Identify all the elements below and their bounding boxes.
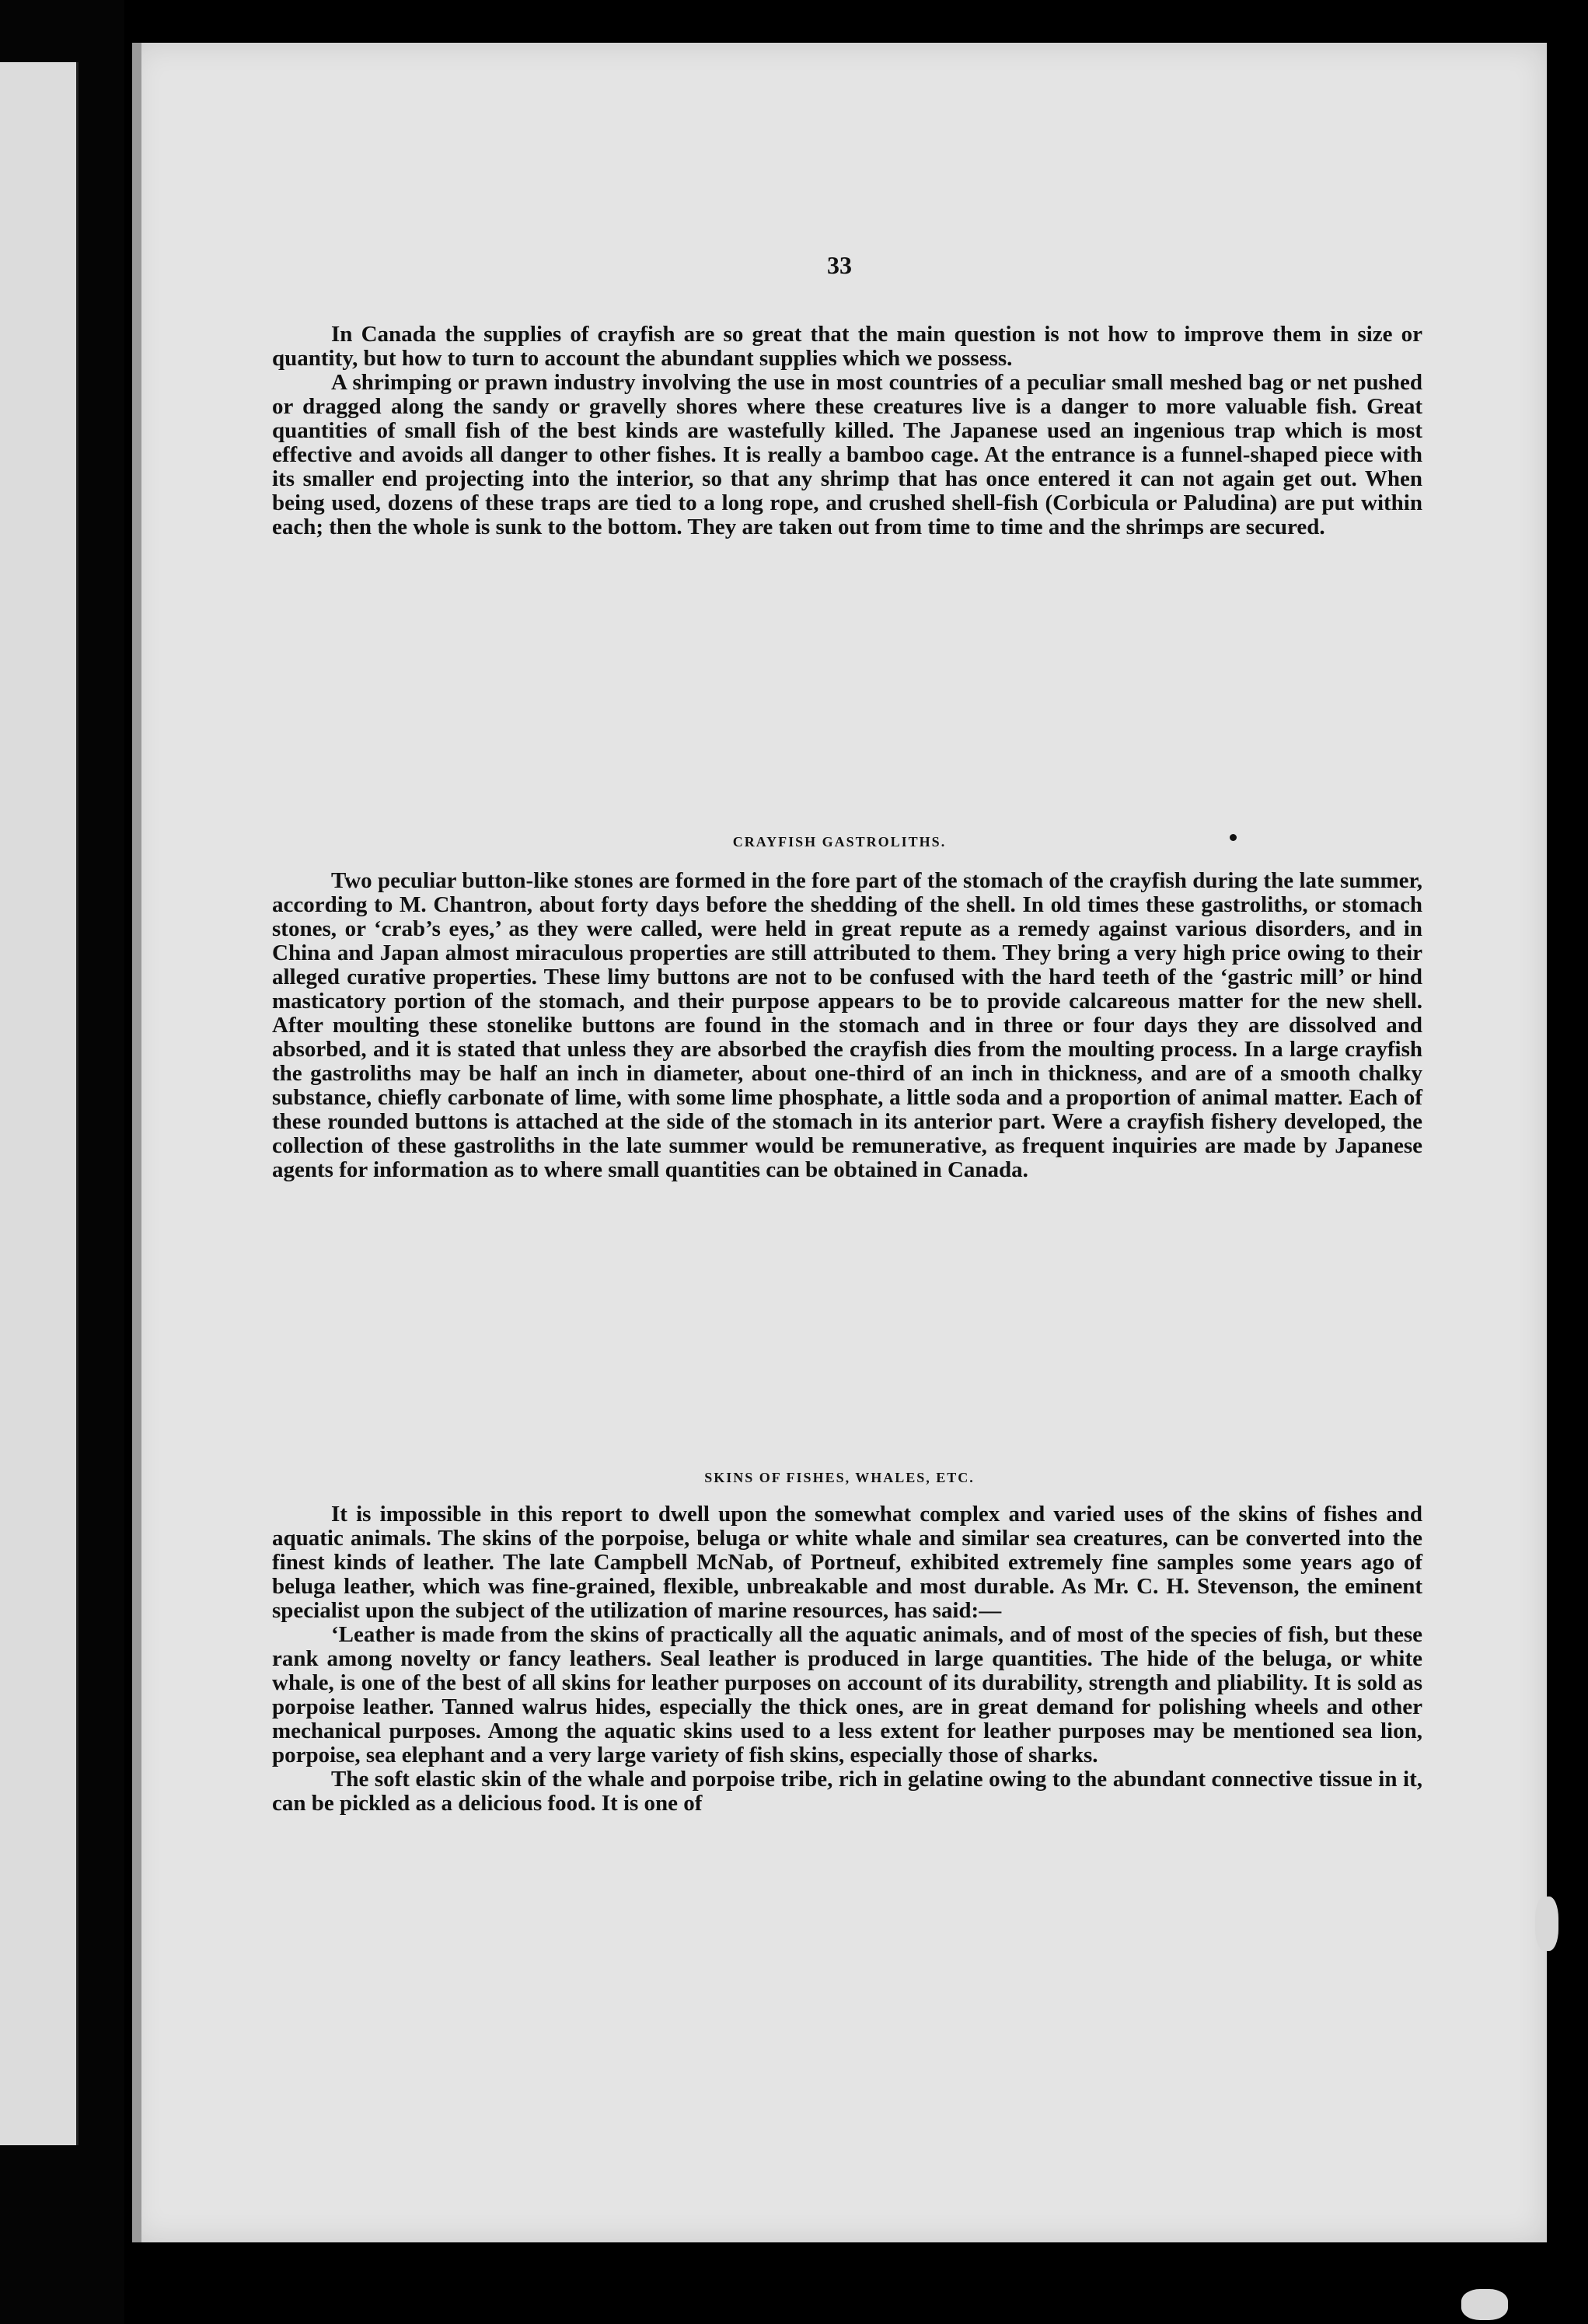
page-number: 33: [827, 251, 852, 279]
section-heading-gastroliths: CRAYFISH GASTROLITHS.: [732, 834, 947, 850]
intro-section: [272, 323, 1422, 539]
scan-artifact: [1461, 2289, 1508, 2320]
document-page: [132, 43, 1547, 2242]
section-heading-skins: SKINS OF FISHES, WHALES, ETC.: [704, 1470, 975, 1485]
paragraph: The soft elastic skin of the whale and porpoise tribe, rich in gelatine owing to the abundant connective tissue in it, can be pickled as a delicious food. It is one of: [272, 1767, 1422, 1816]
scan-artifact: [1535, 1897, 1558, 1951]
previous-page-edge: [0, 62, 79, 2145]
paragraph: In Canada the supplies of crayfish are so great that the main question is not how to improve them in size or quantity, but how to turn to account the abundant supplies which we possess.: [272, 322, 1422, 371]
gastroliths-section: [272, 869, 1422, 1182]
paragraph: Two peculiar button-like stones are formed in the fore part of the stomach of the crayfish during the late summer, according to M. Chantron, about forty days before the shedding of the shell. In old times these gastroliths, or stomach stones, or ‘crab’s eyes,’ as they were called, were held in great repute as a remedy against various disorders, and in China and Japan almost miraculous properties are still attributed to them. They bring a very high price owing to their alleged curative properties. These limy buttons are not to be confused with the hard teeth of the ‘gastric mill’ or hind masticatory portion of the stomach, and their purpose appears to be to provide calcareous matter for the new shell. After moulting these stonelike buttons are found in the stomach and in three or four days they are dissolved and absorbed, and it is stated that unless they are absorbed the crayfish dies from the moulting process. In a large crayfish the gastroliths may be half an inch in diameter, about one-third of an inch in thickness, and are of a smooth chalky substance, chiefly carbonate of lime, with some lime phosphate, a little soda and a proportion of animal matter. Each of these rounded buttons is attached at the side of the stomach in its anterior part. Were a crayfish fishery developed, the collection of these gastroliths in the late summer would be remunerative, as frequent inquiries are made by Japanese agents for information as to where small quantities can be obtained in Canada.: [272, 868, 1422, 1182]
paragraph: ‘Leather is made from the skins of practically all the aquatic animals, and of most of the species of fish, but these rank among novelty or fancy leathers. Seal leather is produced in large quantities. The hide of the beluga, or white whale, is one of the best of all skins for leather purposes on account of its durability, strength and pliability. It is sold as porpoise leather. Tanned walrus hides, especially the thick ones, are in great demand for polishing wheels and other mechanical purposes. Among the aquatic skins used to a less extent for leather purposes may be mentioned sea lion, porpoise, sea elephant and a very large variety of fish skins, especially those of sharks.: [272, 1622, 1422, 1767]
skins-section: [272, 1502, 1422, 1816]
ink-dot: [1230, 834, 1237, 841]
paragraph: A shrimping or prawn industry involving the use in most countries of a peculiar small meshed bag or net pushed or dragged along the sandy or gravelly shores where these creatures live is a danger to more valuable fish. Great quantities of small fish of the best kinds are wastefully killed. The Japanese used an ingenious trap which is most effective and avoids all danger to other fishes. It is really a bamboo cage. At the entrance is a funnel-shaped piece with its smaller end projecting into the interior, so that any shrimp that has once entered it can not again get out. When being used, dozens of these traps are tied to a long rope, and crushed shell-fish (Corbicula or Paludina) are put within each; then the whole is sunk to the bottom. They are taken out from time to time and the shrimps are secured.: [272, 370, 1422, 539]
page-spine-shadow: [132, 43, 141, 2242]
paragraph: It is impossible in this report to dwell upon the somewhat complex and varied uses of the skins of fishes and aquatic animals. The skins of the porpoise, beluga or white whale and similar sea creatures, can be converted into the finest kinds of leather. The late Campbell McNab, of Portneuf, exhibited extremely fine samples some years ago of beluga leather, which was fine-grained, flexible, unbreakable and most durable. As Mr. C. H. Stevenson, the eminent specialist upon the subject of the utilization of marine resources, has said:—: [272, 1502, 1422, 1623]
